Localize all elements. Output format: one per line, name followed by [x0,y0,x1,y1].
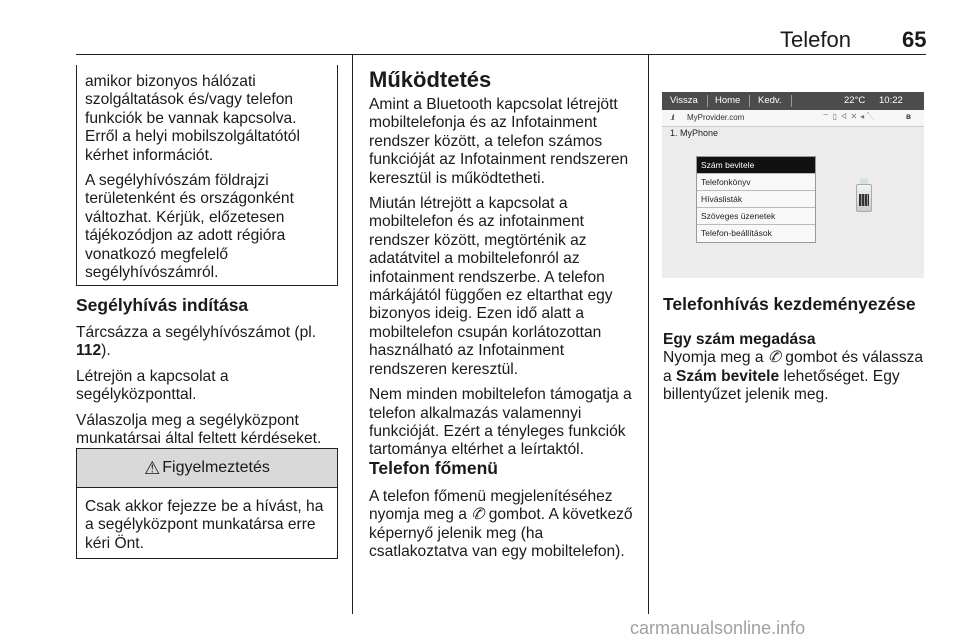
continued-note-box [76,65,338,286]
enter-number-paragraph: Nyomja meg a ✆ gombot és válassza a Szám bevitele lehetőséget. Egy billentyűzet jelenik meg. [663,349,924,404]
warning-box [76,448,338,559]
emergency-text [76,324,344,448]
answer-paragraph: Válaszolja meg a segélyközpont munkatársai által feltett kérdéseket. [76,411,322,448]
screen-temperature: 22°C [844,95,866,106]
menu-item-call-lists: Híváslisták [697,191,815,208]
main-menu-paragraph: A telefon főmenü megjelenítéséhez nyomja meg a ✆ gombot. A következő képernyő jelenik meg (ha csatlakoztatva van egy mobiltelefon). [369,488,633,561]
nav-home: Home [715,95,741,106]
menu-item-text-messages: Szöveges üzenetek [697,208,815,225]
emergency-number: 112 [76,342,102,360]
warning-title: Figyelmeztetés [162,459,270,476]
phone-menu [696,156,816,243]
operation-paragraph-1: Amint a Bluetooth kapcsolat létrejött mobiltelefonja és az Infotainment rendszer között, a telefon számos funkcióját az Infotainment rendszeren keresztül is működtetheti. [369,96,629,187]
nav-back: Vissza [670,95,698,106]
warning-triangle-icon: ⚠ [144,457,161,478]
infotainment-screenshot [662,92,924,278]
operation-text [369,96,637,460]
connection-paragraph: Létrejön a kapcsolat a segélyközponttal. [76,367,229,404]
mobile-phone-icon [856,184,872,212]
menu-item-phone-settings: Telefon-beállítások [701,228,772,238]
section-title-initiate-call: Telefonhívás kezdeményezése [663,294,916,314]
operation-paragraph-3: Nem minden mobiltelefon támogatja a telefon alkalmazás valamennyi funkcióját. Ezért a tényleges funkciók tartománya eltérhet a leírtaktól. [369,386,632,459]
warning-header [77,449,337,488]
menu-item-number-entry: Szám bevitele [697,157,815,174]
bluetooth-icon: ʙ [906,112,911,121]
screen-top-bar [662,92,924,110]
note-paragraph-1: amikor bizonyos hálózati szolgáltatások és/vagy telefon funkciók be vannak kapcsolva. Erről a helyi mobilszolgáltatótól kérhet információt. [85,73,300,164]
screen-status-row [662,110,924,127]
section-title-operation: Működtetés [369,67,492,92]
emergency-dial-paragraph: Tárcsázza a segélyhívószámot (pl. 112). [76,324,317,360]
warning-text: Csak akkor fejezze be a hívást, ha a segélyközpont munkatársa erre kéri Önt. [85,498,324,552]
section-title-main-menu: Telefon főmenü [369,458,498,478]
status-icons: ⌔▯◃✕◂↖ [822,112,878,121]
signal-icon: .ıl [670,113,674,122]
nav-favourites: Kedv. [758,95,782,106]
screen-provider: MyProvider.com [687,113,745,122]
screen-time: 10:22 [879,95,903,106]
running-header-title: Telefon [780,27,851,52]
menu-item-phonebook: Telefonkönyv [697,174,815,191]
column-divider-1 [352,54,353,614]
phone-handset-icon: ✆ [767,349,781,367]
header-rule [76,54,926,55]
section-title-emergency: Segélyhívás indítása [76,295,249,315]
initiate-call-text [663,331,931,405]
screen-device: 1. MyPhone [670,128,719,138]
operation-paragraph-2: Miután létrejött a kapcsolat a mobiltelefon és az infotainment rendszer között, megtörténik az adatátvitel a mobiltelefonról az infotainment rendszerbe. A telefon márkájától függően ez eltarthat egy bizonyos ideig. Ezen idő alatt a mobiltelefon csupán korlátozottan használható az Infotainment rendszeren keresztül. [369,195,613,378]
phone-handset-icon: ✆ [471,506,485,524]
subheading-enter-number: Egy szám megadása [663,331,816,348]
number-entry-label: Szám bevitele [676,367,780,385]
note-paragraph-2: A segélyhívószám földrajzi területenként és országonként változhat. Kérjük, előzetesen tájékozódjon az adott régióra vonatkozó megfelelő segélyhívószámról. [85,172,294,282]
page-number: 65 [902,27,927,52]
column-divider-2 [648,54,649,614]
watermark: carmanualsonline.info [630,618,806,638]
